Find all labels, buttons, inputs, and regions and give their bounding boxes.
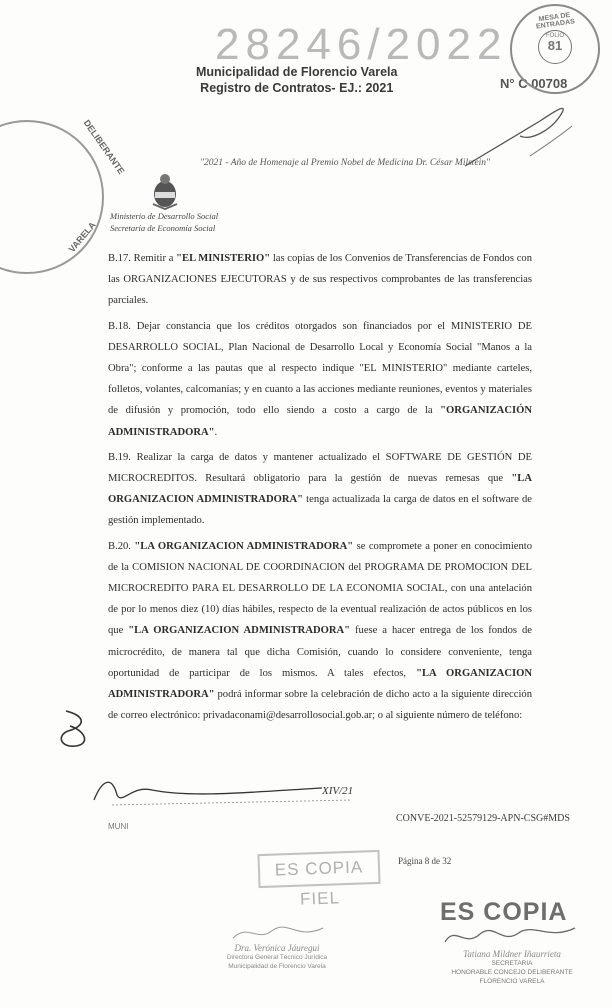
municipality-name: Municipalidad de Florencio Varela <box>196 65 398 79</box>
clause-text: las copias de los Convenios de Transferencias de Fondos con las ORGANIZACIONES EJECUTORAS y de sus respectivos comprobantes de las transferencias parciales. <box>108 253 532 307</box>
convenio-reference: CONVE-2021-52579129-APN-CSG#MDS <box>396 813 570 824</box>
ministry-line-1: Ministerio de Desarrollo Social <box>110 211 219 221</box>
folio-box <box>538 30 572 64</box>
ministry-header <box>110 210 218 234</box>
page-number: Página 8 de 32 <box>398 856 452 866</box>
signer-2-name: Tatiana Mildner Iñaurrieta <box>463 949 561 959</box>
clause-text: podrá informar sobre la celebración de dicho acto a la siguiente dirección de correo electrónico: privadaconami@desarrollosocial.gob.ar; o al siguiente número de teléfono: <box>108 689 532 722</box>
clause-b-18 <box>108 316 532 443</box>
folio-label: FOLIO <box>545 33 564 39</box>
bold-party-name: "EL MINISTERIO" <box>176 253 271 264</box>
folio-round-stamp <box>510 4 600 94</box>
es-copia-stamp: ES COPIA <box>440 898 568 926</box>
signer-1-role-2: Municipalidad de Florencio Varela <box>228 963 326 970</box>
ministry-line-2: Secretaría de Economía Social <box>110 223 216 233</box>
signature-block-1 <box>212 944 342 971</box>
signer-2-role-1: SECRETARIA <box>491 960 533 967</box>
clause-text: B.18. Dejar constancia que los créditos otorgados son financiados por el MINISTERIO DE DESARROLLO SOCIAL, Plan Nacional de Desarrollo Local y Economía Social "Manos a la Obra"; conforme a las pautas que al respecto indique "EL MINISTERIO" mediante carteles, folletos, volantes, calcomanías; y en cuanto a las acciones mediante reuniones, eventos y materiales de difusión y promoción, todo ello siendo a costo a cargo de la <box>108 320 532 417</box>
national-coat-of-arms-icon <box>150 172 180 210</box>
municipality-mark: MUNI <box>108 822 129 831</box>
clause-text: fuese a hacer entrega de los fondos de microcrédito, de manera tal que dicha Comisión, cuando lo considere conveniente, tenga oportunidad de participar de los mismos. A tales efectos, <box>108 625 532 679</box>
clause-b-19 <box>108 447 532 532</box>
entry-stamp-number: 28246/2022 <box>215 20 508 69</box>
clause-text: se compromete a poner en conocimiento de la COMISION NACIONAL DE COORDINACION del PROGRAMA DE PROMOCION DEL MICROCREDITO PARA EL DESARROLLO DE LA ECONOMIA SOCIAL, con una antelación de por lo menos diez (10) días hábiles, respecto de la eventual realización de actos públicos en los que <box>108 540 532 637</box>
signer-1-name: Dra. Verónica Jáuregui <box>234 943 320 953</box>
municipality-header <box>196 64 397 96</box>
es-copia-fiel-stamp: ES COPIA FIEL <box>257 850 380 888</box>
round-stamp-title: MESA DE ENTRADAS <box>535 11 576 31</box>
signer-1-role-1: Directora General Técnico Jurídica <box>226 954 328 961</box>
bold-party-name: "LA ORGANIZACION ADMINISTRADORA" <box>108 473 532 506</box>
year-motto: "2021 - Año de Homenaje al Premio Nobel de Medicina Dr. César Milstein" <box>200 158 491 168</box>
document-body <box>108 248 532 730</box>
contract-number: N° C 00708 <box>500 76 568 91</box>
folio-number: 81 <box>547 38 563 53</box>
dated-initials: XIV/21 <box>322 785 354 797</box>
left-stamp-text-top: DELIBERANTE <box>81 117 127 177</box>
signer-2-role-3: FLORENCIO VARELA <box>479 978 545 985</box>
clause-text: B.20. <box>108 540 135 552</box>
clause-b-17 <box>108 248 532 312</box>
bold-party-name: "LA ORGANIZACION ADMINISTRADORA" <box>128 625 351 637</box>
clause-text: . <box>214 426 218 438</box>
clause-text: B.17. Remitir a <box>108 253 177 264</box>
bold-party-name: "LA ORGANIZACION ADMINISTRADORA" <box>108 667 532 701</box>
bold-party-name: "LA ORGANIZACION ADMINISTRADORA" <box>134 540 354 552</box>
signature-scribble-2 <box>440 920 580 952</box>
signature-block-2 <box>432 950 592 986</box>
signature-scribble-1 <box>228 918 328 946</box>
clause-text: tenga actualizada la carga de datos en el software de gestión implementado. <box>108 494 532 527</box>
left-stamp-text-bottom: VARELA <box>66 219 98 255</box>
clause-b-20 <box>108 536 532 727</box>
clause-text: B.19. Realizar la carga de datos y mantener actualizado el SOFTWARE DE GESTIÓN DE MICROCREDITOS. Resultará obligatorio para la gestión de nuevas remesas que <box>108 451 532 485</box>
margin-initial-mark <box>56 706 96 752</box>
registry-line: Registro de Contratos- EJ.: 2021 <box>200 81 394 95</box>
council-round-stamp-left <box>0 117 127 274</box>
bold-party-name: "ORGANIZACIÓN ADMINISTRADORA" <box>108 405 532 438</box>
signer-2-role-2: HONORABLE CONCEJO DELIBERANTE <box>451 969 573 976</box>
